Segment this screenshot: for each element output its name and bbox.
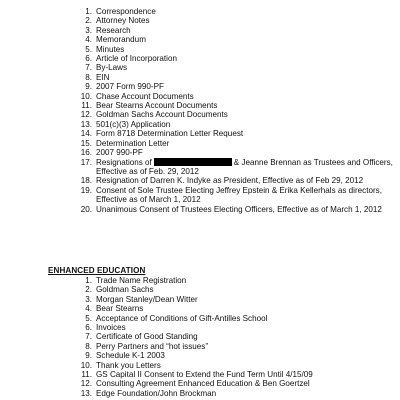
list-item xyxy=(80,361,398,370)
list-item xyxy=(80,158,398,177)
item-text: Goldman Sachs xyxy=(96,285,154,295)
item-text: Bear Stearns Account Documents xyxy=(96,101,218,111)
item-text: Goldman Sachs Account Documents xyxy=(96,110,228,120)
item-number: 11. xyxy=(81,101,92,111)
item-text: Edge Foundation/John Brockman xyxy=(96,388,217,398)
item-number: 17. xyxy=(80,157,92,167)
item-text: GS Capital II Consent to Extend the Fund Term Until 4/15/09 xyxy=(96,370,313,380)
item-number: 18. xyxy=(80,176,92,186)
item-number: 12. xyxy=(80,379,92,389)
item-number: 6. xyxy=(85,54,92,64)
item-text: Article of Incorporation xyxy=(96,54,177,64)
item-text: Trade Name Registration xyxy=(96,276,187,285)
item-number: 8. xyxy=(85,341,92,351)
item-text: Chase Account Documents xyxy=(96,91,194,101)
item-number: 13. xyxy=(80,388,92,398)
item-text: Morgan Stanley/Dean Witter xyxy=(96,294,198,304)
item-text: Unanimous Consent of Trustees Electing Officers, Effective as of March 1, 2012 xyxy=(96,204,382,214)
document-index-list xyxy=(80,7,398,214)
item-text: Correspondence xyxy=(96,7,156,16)
item-text: Bear Stearns xyxy=(96,304,144,314)
item-number: 1. xyxy=(85,7,92,16)
item-number: 19. xyxy=(80,185,92,195)
item-number: 5. xyxy=(85,44,92,54)
item-text: Research xyxy=(96,25,131,35)
list-item xyxy=(80,351,398,360)
item-number: 14. xyxy=(80,129,92,139)
list-item xyxy=(80,379,398,388)
item-text: Perry Partners and “hot issues” xyxy=(96,341,209,351)
item-text: 501(c)(3) Application xyxy=(96,119,171,129)
item-text: Acceptance of Conditions of Gift-Antilles School xyxy=(96,313,268,323)
list-item xyxy=(80,7,398,16)
list-item xyxy=(80,176,398,185)
item-text: Consulting Agreement Enhanced Education & Ben Goertzel xyxy=(96,379,310,389)
item-number: 8. xyxy=(85,72,92,82)
list-item xyxy=(80,16,398,25)
item-number: 3. xyxy=(85,294,92,304)
list-item xyxy=(80,26,398,35)
item-number: 9. xyxy=(85,351,92,361)
item-number: 10. xyxy=(80,91,92,101)
list-item xyxy=(80,63,398,72)
list-item xyxy=(80,323,398,332)
item-text: Thank you Letters xyxy=(96,360,161,370)
list-item xyxy=(80,332,398,341)
list-item xyxy=(80,314,398,323)
item-text: Form 8718 Determination Letter Request xyxy=(96,129,244,139)
item-text xyxy=(96,158,398,177)
section-heading: ENHANCED EDUCATION xyxy=(48,266,146,275)
item-text: Memorandum xyxy=(96,35,146,45)
list-item xyxy=(80,73,398,82)
item-text-after: & Jeanne Brennan as Trustees and Officers, Effective as of Feb. 29, 2012 xyxy=(96,157,393,176)
item-text: Resignation of Darren K. Indyke as President, Effective as of Feb 29, 2012 xyxy=(96,176,364,186)
item-number: 7. xyxy=(85,332,92,342)
item-text: Consent of Sole Trustee Electing Jeffrey Epstein & Erika Kellerhals as directors, Effective as of March 1, 2012 xyxy=(96,185,382,205)
item-text-before: Resignations of xyxy=(96,157,152,167)
item-text: By-Laws xyxy=(96,63,128,73)
item-number: 7. xyxy=(85,63,92,73)
item-number: 3. xyxy=(85,25,92,35)
item-text: Minutes xyxy=(96,44,125,54)
item-text: 2007 990-PF xyxy=(96,148,143,158)
list-item xyxy=(80,120,398,129)
item-number: 10. xyxy=(80,360,92,370)
item-text: 2007 Form 990-PF xyxy=(96,82,164,92)
item-number: 9. xyxy=(85,82,92,92)
item-number: 13. xyxy=(80,119,92,129)
item-number: 16. xyxy=(80,148,92,158)
item-text: Determination Letter xyxy=(96,138,170,148)
item-text: Certificate of Good Standing xyxy=(96,332,198,342)
item-number: 4. xyxy=(85,304,92,314)
list-item xyxy=(80,186,398,205)
list-item xyxy=(80,101,398,110)
list-item xyxy=(80,276,398,285)
item-number: 11. xyxy=(81,370,92,380)
list-item xyxy=(80,139,398,148)
list-item xyxy=(80,110,398,119)
redaction-bar xyxy=(154,158,232,166)
list-item xyxy=(80,370,398,379)
list-item xyxy=(80,92,398,101)
list-item xyxy=(80,304,398,313)
list-item xyxy=(80,35,398,44)
item-text: Invoices xyxy=(96,323,126,333)
item-number: 5. xyxy=(85,313,92,323)
item-number: 2. xyxy=(85,285,92,295)
list-item xyxy=(80,205,398,214)
list-item xyxy=(80,129,398,138)
list-item xyxy=(80,389,398,398)
enhanced-education-list xyxy=(80,276,398,398)
list-item xyxy=(80,285,398,294)
list-item xyxy=(80,82,398,91)
item-number: 2. xyxy=(85,16,92,26)
item-number: 6. xyxy=(85,323,92,333)
list-item xyxy=(80,295,398,304)
item-number: 15. xyxy=(80,138,92,148)
list-item xyxy=(80,148,398,157)
item-text: Schedule K-1 2003 xyxy=(96,351,165,361)
item-number: 4. xyxy=(85,35,92,45)
item-text: EIN xyxy=(96,72,110,82)
item-text: Attorney Notes xyxy=(96,16,150,26)
item-number: 12. xyxy=(80,110,92,120)
list-item xyxy=(80,45,398,54)
list-item xyxy=(80,342,398,351)
list-item xyxy=(80,54,398,63)
item-number: 1. xyxy=(85,276,92,285)
item-number: 20. xyxy=(80,204,92,214)
